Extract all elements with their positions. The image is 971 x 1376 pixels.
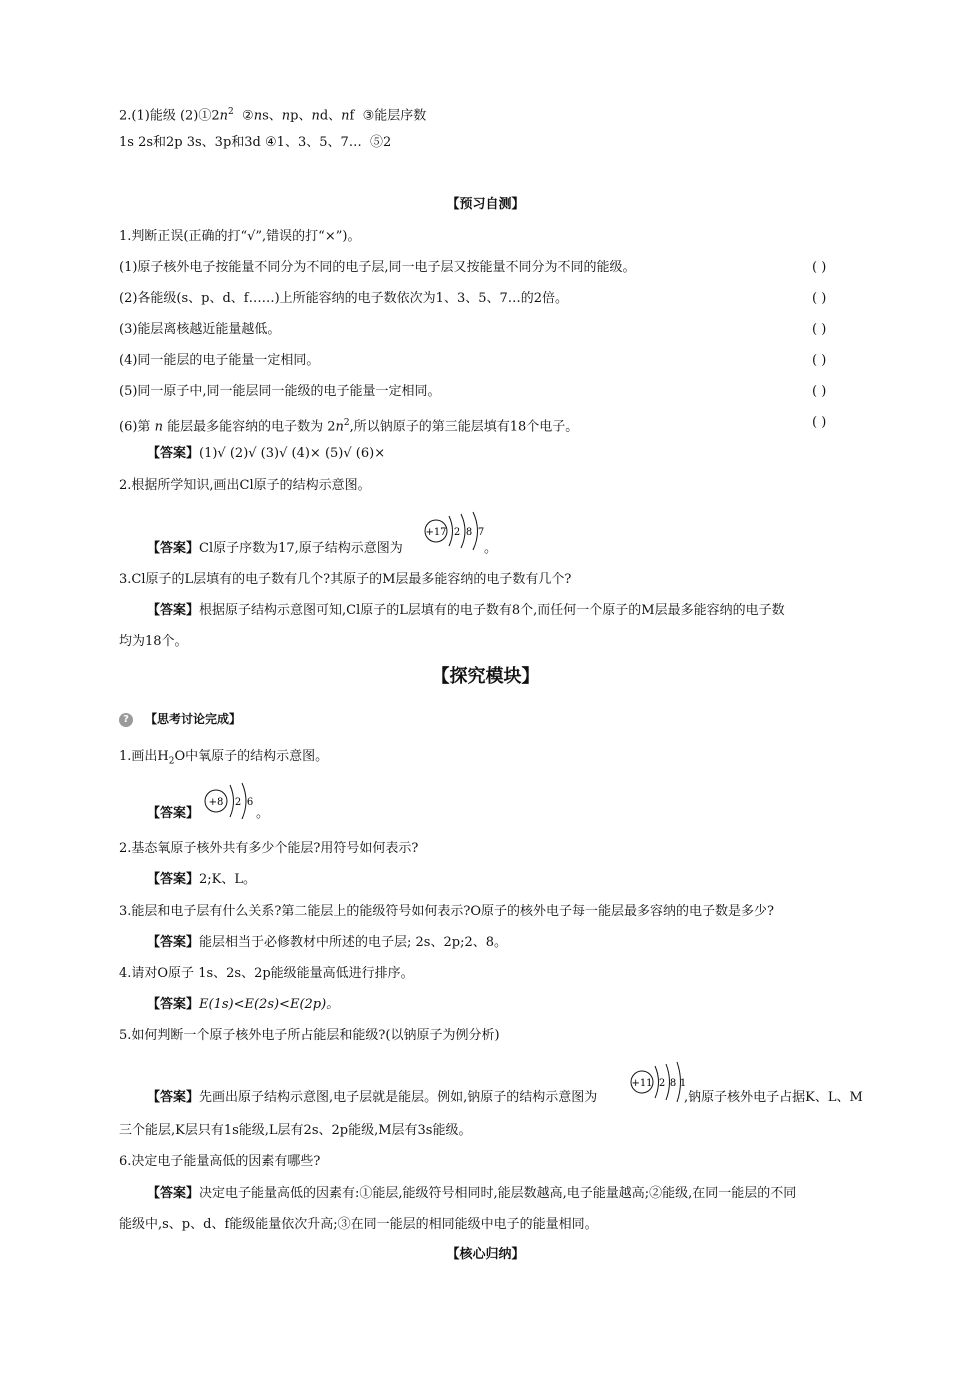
- circled-4: ④: [265, 135, 277, 150]
- explore-answer-4: 【答案】E(1s)<E(2s)<E(2p)。: [147, 997, 340, 1012]
- explore-answer-6-cont: 能级中,s、p、d、f能级能量依次升高;③在同一能层的相同能级中电子的能量相同。: [119, 1217, 598, 1232]
- explore-answer-5: 【答案】先画出原子结构示意图,电子层就是能层。例如,钠原子的结构示意图为: [147, 1090, 598, 1105]
- nucleus-charge: +17: [425, 527, 447, 538]
- explore-q3: 3.能层和电子层有什么关系?第二能层上的能级符号如何表示?O原子的核外电子每一能层最多容纳的电子数是多少?: [119, 904, 774, 919]
- answer-line-1: 2.(1)能级 $(2)①2n^2$ ②ns、np、nd、nf ③能层序数: [119, 107, 427, 124]
- preview-q1: 1.判断正误(正确的打“√”,错误的打“×”)。: [119, 229, 361, 244]
- judge-item-1: (1)原子核外电子按能量不同分为不同的电子层,同一电子层又按能量不同分为不同的能级。: [119, 260, 636, 275]
- explore-q6: 6.决定电子能量高低的因素有哪些?: [119, 1154, 321, 1169]
- cl-atom-diagram: [421, 508, 491, 552]
- summary-title: 【核心归纳】: [446, 1247, 525, 1262]
- circled-1: ①: [198, 108, 212, 124]
- period: 。: [256, 806, 270, 821]
- explore-q1: 1.画出$H_2O$中氧原子的结构示意图。: [119, 749, 329, 767]
- period: 。: [484, 541, 498, 556]
- preview-q3: 3.Cl原子的L层填有的电子数有几个?其原子的M层最多能容纳的电子数有几个?: [119, 572, 572, 587]
- circled-3: ③: [362, 108, 375, 124]
- shell-arc: [242, 783, 246, 819]
- judge-item-3: (3)能层离核越近能量越低。: [119, 322, 281, 337]
- judge-item-5: (5)同一原子中,同一能层同一能级的电子能量一定相同。: [119, 384, 441, 399]
- answer-paren: ( ): [812, 415, 827, 430]
- shell-arc: [473, 512, 478, 550]
- shell-electrons: 8: [465, 527, 473, 538]
- answer-paren: ( ): [812, 260, 827, 275]
- nucleus-charge: +8: [208, 797, 224, 808]
- shell-electrons: 8: [669, 1078, 677, 1089]
- explore-answer-2: 【答案】2;K、L。: [147, 872, 257, 887]
- shell-electrons: 1: [679, 1078, 686, 1089]
- question-icon: ?: [119, 713, 133, 727]
- preview-answer-3: 【答案】根据原子结构示意图可知,Cl原子的L层填有的电子数有8个,而任何一个原子的M层最多能容纳的电子数: [147, 603, 785, 618]
- judge-item-6: (6)第 n 能层最多能容纳的电子数为 $2n^2$,所以钠原子的第三能层填有18个电子。: [119, 418, 579, 435]
- preview-answer-1: 【答案】(1)√ (2)√ (3)√ (4)× (5)√ (6)×: [147, 446, 386, 461]
- judge-item-2: (2)各能级(s、p、d、f……)上所能容纳的电子数依次为1、3、5、7…的2倍。: [119, 291, 569, 306]
- preview-q2: 2.根据所学知识,画出Cl原子的结构示意图。: [119, 478, 371, 493]
- o-atom-diagram: [202, 781, 262, 823]
- shell-arc: [230, 785, 234, 817]
- judge-item-4: (4)同一能层的电子能量一定相同。: [119, 353, 320, 368]
- nucleus-charge: +11: [631, 1078, 653, 1089]
- answer-paren: ( ): [812, 384, 827, 399]
- shell-electrons: 2: [658, 1078, 666, 1089]
- explore-answer-6: 【答案】决定电子能量高低的因素有:①能层,能级符号相同时,能层数越高,电子能量越高;②能级,在同一能层的不同: [147, 1186, 797, 1201]
- explore-q2: 2.基态氧原子核外共有多少个能层?用符号如何表示?: [119, 841, 419, 856]
- answer-paren: ( ): [812, 322, 827, 337]
- preview-answer-3-cont: 均为18个。: [119, 634, 188, 649]
- preview-title: 【预习自测】: [446, 197, 525, 212]
- shell-electrons: 2: [234, 797, 242, 808]
- explore-answer-5-tail: ,钠原子核外电子占据K、L、M: [684, 1090, 863, 1105]
- circled-5: ⑤: [370, 135, 384, 150]
- preview-answer-2: 【答案】Cl原子序数为17,原子结构示意图为: [147, 541, 403, 556]
- na-atom-diagram: [630, 1060, 686, 1104]
- explore-q4: 4.请对O原子 1s、2s、2p能级能量高低进行排序。: [119, 966, 414, 981]
- shell-arc: [449, 516, 453, 546]
- discussion-subhead: ? 【思考讨论完成】: [119, 710, 241, 729]
- shell-electrons: 7: [477, 527, 485, 538]
- shell-arc: [461, 514, 465, 548]
- shell-electrons: 6: [246, 797, 254, 808]
- answer-line-2: 1s 2s和2p 3s、3p和3d ④1、3、5、7… ⑤2: [119, 135, 392, 150]
- explore-answer-5-cont: 三个能层,K层只有1s能级,L层有2s、2p能级,M层有3s能级。: [119, 1123, 472, 1138]
- circled-2: ②: [242, 108, 254, 124]
- answer-paren: ( ): [812, 353, 827, 368]
- explore-answer-3: 【答案】能层相当于必修教材中所述的电子层; 2s、2p;2、8。: [147, 935, 507, 950]
- explore-q5: 5.如何判断一个原子核外电子所占能层和能级?(以钠原子为例分析): [119, 1028, 500, 1043]
- explore-answer-1: 【答案】: [147, 806, 200, 821]
- answer-paren: ( ): [812, 291, 827, 306]
- explore-title: 【探究模块】: [431, 666, 540, 687]
- shell-electrons: 2: [453, 527, 461, 538]
